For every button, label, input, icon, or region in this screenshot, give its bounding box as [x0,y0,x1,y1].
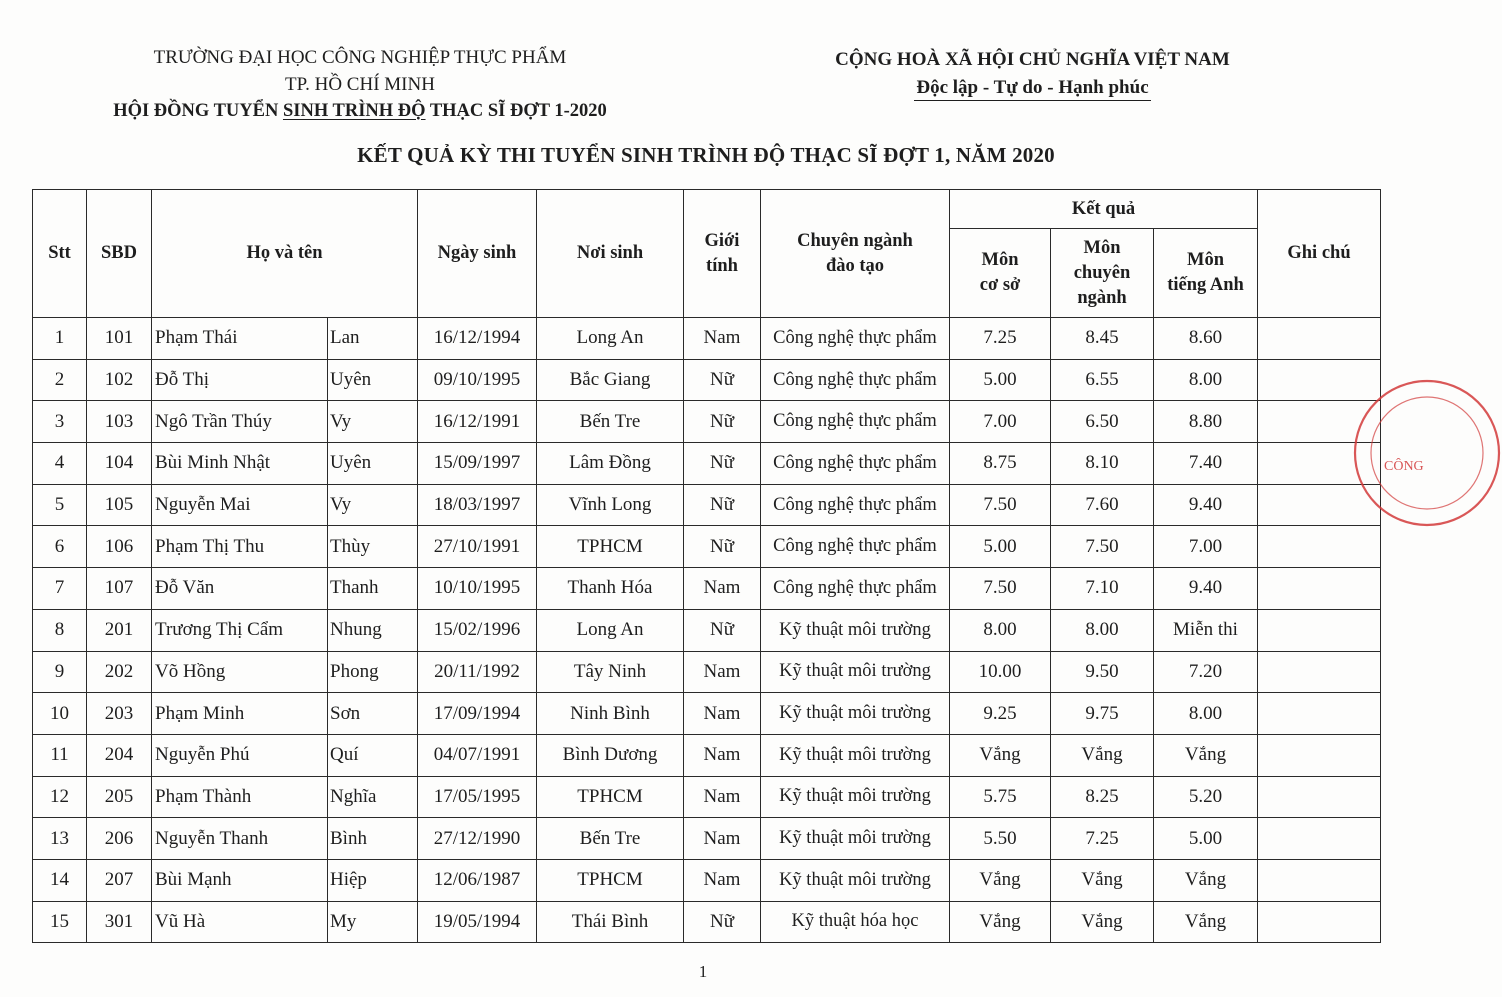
cell-sbd: 201 [87,609,152,651]
cell-gioi-tinh: Nữ [684,609,761,651]
cell-ghi-chu [1258,651,1381,693]
results-table [32,189,1381,943]
col-chuyen-nganh: Chuyên ngành đào tạo [761,190,950,318]
cell-mon-tieng-anh: 8.80 [1154,401,1258,443]
cell-ghi-chu [1258,693,1381,735]
cell-sbd: 105 [87,484,152,526]
cell-mon-chuyen-nganh: Vắng [1051,901,1154,943]
council-name: HỘI ĐỒNG TUYỂN SINH TRÌNH ĐỘ THẠC SĨ ĐỢT 1-2020 [113,101,607,121]
cell-mon-chuyen-nganh: 7.50 [1051,526,1154,568]
cell-ngay-sinh: 15/02/1996 [418,609,537,651]
cell-mon-chuyen-nganh: 7.10 [1051,568,1154,610]
cell-chuyen-nganh: Kỹ thuật môi trường [761,734,950,776]
cell-noi-sinh: TPHCM [537,859,684,901]
cell-stt: 4 [33,443,87,485]
cell-stt: 15 [33,901,87,943]
table-row [33,359,1381,401]
cell-stt: 12 [33,776,87,818]
cell-ho: Phạm Thị Thu [152,526,328,568]
col-gioi-tinh: Giới tính [684,190,761,318]
cell-ghi-chu [1258,901,1381,943]
cell-mon-chuyen-nganh: Vắng [1051,734,1154,776]
cell-mon-co-so: 7.25 [950,318,1051,360]
table-row [33,443,1381,485]
stamp-text: CÔNG [1384,459,1424,474]
cell-mon-chuyen-nganh: 9.50 [1051,651,1154,693]
cell-sbd: 301 [87,901,152,943]
cell-stt: 9 [33,651,87,693]
cell-sbd: 106 [87,526,152,568]
cell-chuyen-nganh: Kỹ thuật hóa học [761,901,950,943]
col-stt: Stt [33,190,87,318]
col-ngay-sinh: Ngày sinh [418,190,537,318]
cell-chuyen-nganh: Kỹ thuật môi trường [761,859,950,901]
cell-noi-sinh: Long An [537,318,684,360]
cell-ten: Vy [328,401,418,443]
cell-sbd: 204 [87,734,152,776]
cell-stt: 8 [33,609,87,651]
col-ket-qua: Kết quả [950,190,1258,229]
cell-mon-co-so: 8.75 [950,443,1051,485]
cell-ghi-chu [1258,318,1381,360]
cell-chuyen-nganh: Công nghệ thực phẩm [761,359,950,401]
col-sbd: SBD [87,190,152,318]
university-name: TRƯỜNG ĐẠI HỌC CÔNG NGHIỆP THỰC PHẨM [153,47,567,68]
cell-gioi-tinh: Nữ [684,484,761,526]
cell-stt: 11 [33,734,87,776]
cell-ten: Vy [328,484,418,526]
cell-stt: 6 [33,526,87,568]
cell-mon-chuyen-nganh: 8.25 [1051,776,1154,818]
page-number: 1 [698,962,708,981]
col-noi-sinh: Nơi sinh [537,190,684,318]
cell-mon-chuyen-nganh: 6.55 [1051,359,1154,401]
cell-ho: Ngô Trần Thúy [152,401,328,443]
cell-ngay-sinh: 16/12/1994 [418,318,537,360]
country-name: CỘNG HOÀ XÃ HỘI CHỦ NGHĨA VIỆT NAM [835,49,1230,70]
cell-mon-co-so: Vắng [950,901,1051,943]
cell-gioi-tinh: Nữ [684,359,761,401]
cell-mon-co-so: 5.75 [950,776,1051,818]
cell-ho: Nguyễn Phú [152,734,328,776]
cell-stt: 13 [33,818,87,860]
cell-chuyen-nganh: Công nghệ thực phẩm [761,484,950,526]
cell-stt: 3 [33,401,87,443]
cell-mon-tieng-anh: 5.20 [1154,776,1258,818]
cell-ngay-sinh: 04/07/1991 [418,734,537,776]
results-body [33,318,1381,943]
cell-ngay-sinh: 27/12/1990 [418,818,537,860]
cell-sbd: 205 [87,776,152,818]
red-seal-stamp [1352,378,1502,528]
cell-gioi-tinh: Nữ [684,901,761,943]
cell-chuyen-nganh: Kỹ thuật môi trường [761,776,950,818]
col-ho-ten: Họ và tên [152,190,418,318]
cell-stt: 2 [33,359,87,401]
cell-ngay-sinh: 10/10/1995 [418,568,537,610]
cell-ngay-sinh: 17/05/1995 [418,776,537,818]
cell-ho: Nguyễn Mai [152,484,328,526]
cell-sbd: 203 [87,693,152,735]
cell-gioi-tinh: Nữ [684,401,761,443]
document-title: KẾT QUẢ KỲ THI TUYỂN SINH TRÌNH ĐỘ THẠC SĨ ĐỢT 1, NĂM 2020 [357,143,1055,167]
col-mon-co-so: Môn cơ sở [950,229,1051,318]
cell-sbd: 206 [87,818,152,860]
cell-noi-sinh: Bến Tre [537,818,684,860]
cell-mon-tieng-anh: Miễn thi [1154,609,1258,651]
cell-ngay-sinh: 19/05/1994 [418,901,537,943]
cell-sbd: 102 [87,359,152,401]
col-mon-chuyen-nganh: Môn chuyên ngành [1051,229,1154,318]
cell-ten: Hiệp [328,859,418,901]
national-header [795,46,1270,102]
col-ghi-chu: Ghi chú [1258,190,1381,318]
cell-ho: Võ Hồng [152,651,328,693]
cell-ghi-chu [1258,776,1381,818]
cell-sbd: 202 [87,651,152,693]
cell-ghi-chu [1258,609,1381,651]
cell-ten: Quí [328,734,418,776]
cell-mon-tieng-anh: 7.20 [1154,651,1258,693]
cell-noi-sinh: Lâm Đồng [537,443,684,485]
cell-ten: Thùy [328,526,418,568]
cell-ho: Bùi Minh Nhật [152,443,328,485]
cell-chuyen-nganh: Kỹ thuật môi trường [761,693,950,735]
cell-gioi-tinh: Nam [684,776,761,818]
cell-sbd: 103 [87,401,152,443]
cell-ten: Uyên [328,359,418,401]
cell-noi-sinh: TPHCM [537,776,684,818]
cell-stt: 10 [33,693,87,735]
cell-mon-tieng-anh: 8.00 [1154,359,1258,401]
cell-ho: Nguyễn Thanh [152,818,328,860]
cell-mon-chuyen-nganh: 8.10 [1051,443,1154,485]
cell-ten: Sơn [328,693,418,735]
cell-ten: My [328,901,418,943]
cell-ghi-chu [1258,568,1381,610]
cell-ngay-sinh: 17/09/1994 [418,693,537,735]
table-row [33,734,1381,776]
university-city: TP. HỒ CHÍ MINH [285,74,435,95]
cell-noi-sinh: Vĩnh Long [537,484,684,526]
institution-header [60,44,660,125]
cell-gioi-tinh: Nam [684,568,761,610]
cell-noi-sinh: Ninh Bình [537,693,684,735]
cell-ghi-chu [1258,818,1381,860]
table-row [33,526,1381,568]
table-row [33,693,1381,735]
cell-mon-co-so: 7.00 [950,401,1051,443]
cell-sbd: 107 [87,568,152,610]
cell-mon-co-so: Vắng [950,859,1051,901]
table-row [33,568,1381,610]
cell-stt: 1 [33,318,87,360]
cell-chuyen-nganh: Công nghệ thực phẩm [761,568,950,610]
cell-stt: 14 [33,859,87,901]
cell-ngay-sinh: 27/10/1991 [418,526,537,568]
cell-mon-tieng-anh: 7.00 [1154,526,1258,568]
cell-gioi-tinh: Nam [684,818,761,860]
cell-ten: Nhung [328,609,418,651]
cell-mon-tieng-anh: 9.40 [1154,568,1258,610]
cell-mon-tieng-anh: Vắng [1154,901,1258,943]
cell-noi-sinh: TPHCM [537,526,684,568]
cell-mon-co-so: 5.50 [950,818,1051,860]
cell-ten: Phong [328,651,418,693]
cell-chuyen-nganh: Công nghệ thực phẩm [761,443,950,485]
cell-stt: 7 [33,568,87,610]
cell-ho: Vũ Hà [152,901,328,943]
cell-noi-sinh: Bắc Giang [537,359,684,401]
table-row [33,401,1381,443]
cell-ten: Bình [328,818,418,860]
cell-ghi-chu [1258,734,1381,776]
cell-mon-tieng-anh: 8.60 [1154,318,1258,360]
cell-noi-sinh: Thanh Hóa [537,568,684,610]
cell-sbd: 104 [87,443,152,485]
cell-ho: Phạm Minh [152,693,328,735]
cell-sbd: 207 [87,859,152,901]
cell-mon-chuyen-nganh: 6.50 [1051,401,1154,443]
cell-mon-tieng-anh: 9.40 [1154,484,1258,526]
cell-noi-sinh: Long An [537,609,684,651]
cell-gioi-tinh: Nam [684,734,761,776]
cell-noi-sinh: Tây Ninh [537,651,684,693]
cell-mon-co-so: 7.50 [950,484,1051,526]
cell-ngay-sinh: 18/03/1997 [418,484,537,526]
cell-chuyen-nganh: Kỹ thuật môi trường [761,609,950,651]
cell-noi-sinh: Bình Dương [537,734,684,776]
cell-ho: Phạm Thành [152,776,328,818]
cell-mon-chuyen-nganh: 9.75 [1051,693,1154,735]
cell-chuyen-nganh: Công nghệ thực phẩm [761,318,950,360]
cell-noi-sinh: Bến Tre [537,401,684,443]
cell-ghi-chu [1258,859,1381,901]
cell-mon-tieng-anh: Vắng [1154,734,1258,776]
table-row [33,484,1381,526]
cell-gioi-tinh: Nam [684,859,761,901]
cell-chuyen-nganh: Công nghệ thực phẩm [761,526,950,568]
cell-ngay-sinh: 20/11/1992 [418,651,537,693]
national-motto: Độc lập - Tự do - Hạnh phúc [914,76,1150,101]
cell-sbd: 101 [87,318,152,360]
cell-ho: Phạm Thái [152,318,328,360]
cell-mon-chuyen-nganh: 8.00 [1051,609,1154,651]
cell-mon-co-so: 10.00 [950,651,1051,693]
cell-mon-co-so: 5.00 [950,359,1051,401]
table-row [33,609,1381,651]
cell-ho: Bùi Mạnh [152,859,328,901]
cell-noi-sinh: Thái Bình [537,901,684,943]
cell-chuyen-nganh: Kỹ thuật môi trường [761,651,950,693]
table-row [33,318,1381,360]
cell-gioi-tinh: Nam [684,693,761,735]
cell-mon-chuyen-nganh: 7.60 [1051,484,1154,526]
cell-chuyen-nganh: Kỹ thuật môi trường [761,818,950,860]
cell-ten: Thanh [328,568,418,610]
cell-mon-chuyen-nganh: Vắng [1051,859,1154,901]
cell-gioi-tinh: Nữ [684,526,761,568]
cell-ten: Uyên [328,443,418,485]
cell-ten: Nghĩa [328,776,418,818]
cell-mon-tieng-anh: 7.40 [1154,443,1258,485]
table-row [33,651,1381,693]
cell-chuyen-nganh: Công nghệ thực phẩm [761,401,950,443]
cell-gioi-tinh: Nam [684,318,761,360]
cell-gioi-tinh: Nam [684,651,761,693]
cell-mon-co-so: 5.00 [950,526,1051,568]
cell-mon-chuyen-nganh: 8.45 [1051,318,1154,360]
cell-mon-tieng-anh: 5.00 [1154,818,1258,860]
cell-mon-co-so: 9.25 [950,693,1051,735]
cell-gioi-tinh: Nữ [684,443,761,485]
cell-ho: Trương Thị Cẩm [152,609,328,651]
cell-ngay-sinh: 12/06/1987 [418,859,537,901]
cell-mon-tieng-anh: Vắng [1154,859,1258,901]
col-mon-tieng-anh: Môn tiếng Anh [1154,229,1258,318]
cell-mon-co-so: 8.00 [950,609,1051,651]
cell-mon-tieng-anh: 8.00 [1154,693,1258,735]
cell-ngay-sinh: 15/09/1997 [418,443,537,485]
table-row [33,776,1381,818]
cell-ghi-chu [1258,526,1381,568]
cell-stt: 5 [33,484,87,526]
cell-mon-co-so: Vắng [950,734,1051,776]
cell-ten: Lan [328,318,418,360]
cell-ho: Đỗ Văn [152,568,328,610]
cell-ngay-sinh: 09/10/1995 [418,359,537,401]
table-row [33,859,1381,901]
cell-mon-chuyen-nganh: 7.25 [1051,818,1154,860]
table-row [33,818,1381,860]
cell-ngay-sinh: 16/12/1991 [418,401,537,443]
cell-ho: Đỗ Thị [152,359,328,401]
table-row [33,901,1381,943]
cell-mon-co-so: 7.50 [950,568,1051,610]
